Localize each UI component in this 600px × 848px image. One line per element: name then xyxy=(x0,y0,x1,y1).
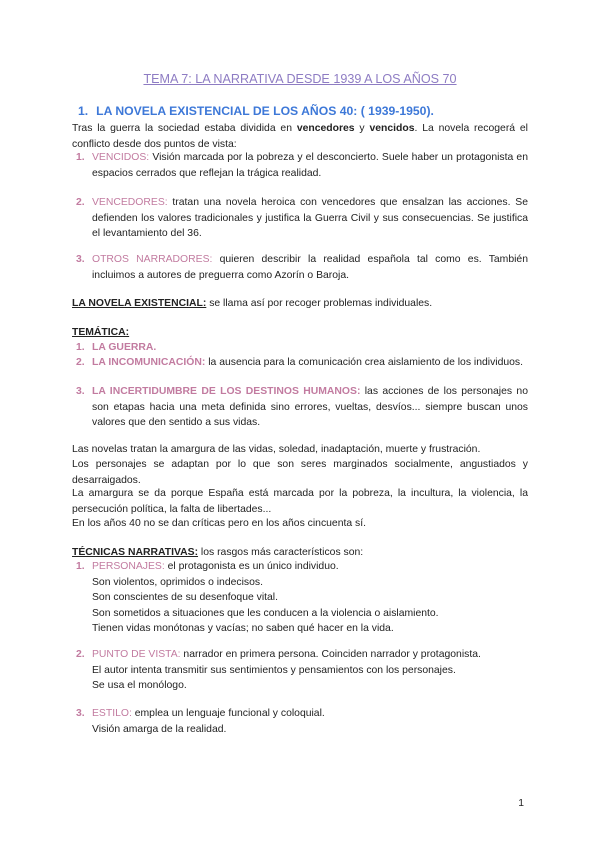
list-number: 3. xyxy=(76,708,85,719)
intro-bold-vencidos: vencidos xyxy=(369,123,415,134)
list-number: 2. xyxy=(76,649,85,660)
intro-bold-vencedores: vencedores xyxy=(296,123,355,134)
list-number: 3. xyxy=(76,254,85,265)
intro-paragraph xyxy=(72,121,528,152)
body-paragraph: La amargura se da porque España está marcada por la pobreza, la incultura, la violencia, la persecución política, la falta de libertades... xyxy=(72,488,528,515)
list-subline: Son violentos, oprimidos o indecisos. xyxy=(92,576,263,588)
body-paragraph: Las novelas tratan la amargura de las vidas, soledad, inadaptación, muerte y frustración. xyxy=(72,444,481,455)
intro-text: . La novela recogerá el conflicto desde dos puntos de vista: xyxy=(72,123,528,150)
list-label: ESTILO: xyxy=(92,708,132,719)
tematica-label: TEMÁTICA: xyxy=(72,327,130,338)
section-heading-text: LA NOVELA EXISTENCIAL DE LOS AÑOS 40: ( 1939-1950). xyxy=(96,104,434,118)
list-label: VENCEDORES: xyxy=(92,197,168,208)
body-paragraph: Los personajes se adaptan por lo que son seres marginados socialmente, angustiados y desarraigados. xyxy=(72,459,528,486)
tecnica-item-estilo xyxy=(76,706,528,737)
list-text: el protagonista es un único individuo. xyxy=(164,561,339,572)
list-subline: Tienen vidas monótonas y vacías; no saben qué hacer en la vida. xyxy=(92,623,394,634)
body-paragraph: En los años 40 no se dan críticas pero en los años cincuenta sí. xyxy=(72,518,367,529)
intro-text: Tras la guerra la sociedad estaba dividida en xyxy=(72,123,297,134)
list-text: quieren describir la realidad española tal como es. También incluimos a autores de preguerra como Azorín o Baroja. xyxy=(92,254,528,281)
section-heading xyxy=(78,104,434,118)
tematica-item-incertidumbre xyxy=(76,384,528,431)
list-text: las acciones de los personajes no son etapas hacia una meta definida sino errores, vueltas, desvíos... siempre buscan unos valores que den sentido a sus vidas. xyxy=(92,386,528,428)
list-number: 1. xyxy=(76,152,85,163)
page-number: 1 xyxy=(518,798,524,809)
tecnica-item-punto-de-vista xyxy=(76,647,528,694)
list-text: emplea un lenguaje funcional y coloquial. xyxy=(131,708,325,719)
list-number: 1. xyxy=(76,561,85,572)
list-item-vencedores xyxy=(76,195,528,242)
list-label: OTROS NARRADORES: xyxy=(92,254,213,265)
list-text: Visión marcada por la pobreza y el desconcierto. Suele haber un protagonista en espacios cerrados que reflejan la trágica realidad. xyxy=(92,152,528,179)
list-subline: El autor intenta transmitir sus sentimientos y pensamientos con los personajes. xyxy=(92,664,456,676)
list-label: VENCIDOS: xyxy=(92,152,150,163)
section-heading-number: 1. xyxy=(78,104,89,118)
list-number: 3. xyxy=(76,386,85,397)
list-item-vencidos xyxy=(76,150,528,181)
list-text: narrador en primera persona. Coinciden narrador y protagonista. xyxy=(180,649,481,660)
novela-existencial-line xyxy=(72,296,528,312)
tematica-item-guerra xyxy=(76,340,528,356)
list-text: la ausencia para la comunicación crea aislamiento de los individuos. xyxy=(205,357,523,368)
list-number: 2. xyxy=(76,357,85,368)
list-label: LA INCOMUNICACIÓN: xyxy=(92,357,206,368)
list-label: LA GUERRA. xyxy=(92,342,157,353)
tematica-item-incomunicacion xyxy=(76,355,528,371)
document-title: TEMA 7: LA NARRATIVA DESDE 1939 A LOS AÑOS 70 xyxy=(143,72,457,86)
list-subline: Visión amarga de la realidad. xyxy=(92,723,227,735)
list-number: 2. xyxy=(76,197,85,208)
list-subline: Son sometidos a situaciones que les conducen a la violencia o aislamiento. xyxy=(92,607,439,619)
tecnicas-text: los rasgos más característicos son: xyxy=(198,547,364,558)
list-item-otros-narradores xyxy=(76,252,528,283)
list-text: tratan una novela heroica con vencedores que ensalzan las acciones. Se defienden los valores tradicionales y justifica la Guerra Civil y sus consecuencias. Se justifica el levantamiento del 36. xyxy=(92,197,528,239)
novela-existencial-label: LA NOVELA EXISTENCIAL: xyxy=(72,298,207,309)
tecnicas-label: TÉCNICAS NARRATIVAS: xyxy=(72,547,199,558)
intro-text: y xyxy=(354,123,370,134)
list-number: 1. xyxy=(76,342,85,353)
list-label: PERSONAJES: xyxy=(92,561,165,572)
list-subline: Son conscientes de su desenfoque vital. xyxy=(92,592,279,603)
list-label: LA INCERTIDUMBRE DE LOS DESTINOS HUMANOS: xyxy=(92,386,361,397)
novela-existencial-text: se llama así por recoger problemas individuales. xyxy=(206,298,433,309)
tecnica-item-personajes xyxy=(76,559,528,637)
list-subline: Se usa el monólogo. xyxy=(92,680,187,691)
tematica-heading xyxy=(72,325,528,341)
list-label: PUNTO DE VISTA: xyxy=(92,649,181,660)
